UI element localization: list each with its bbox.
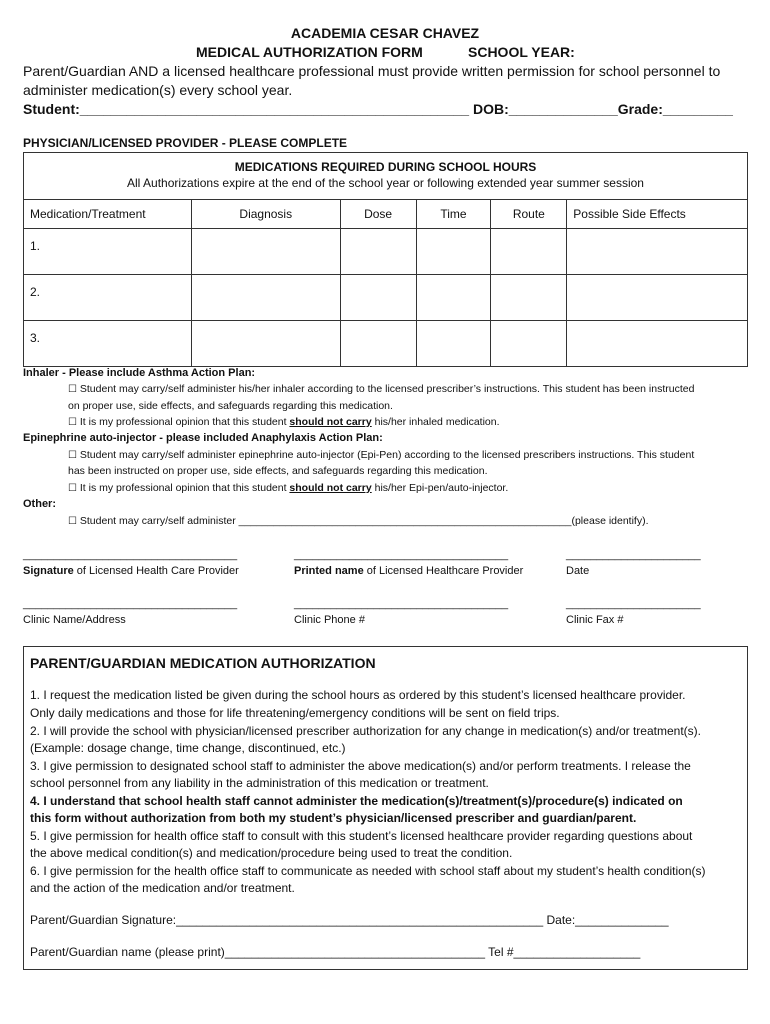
checkbox-icon[interactable]: ☐: [68, 384, 77, 395]
table-cell[interactable]: [567, 321, 748, 367]
column-header: Route: [491, 200, 567, 229]
provider-date-line[interactable]: ______________________: [566, 549, 701, 561]
checkbox-icon[interactable]: ☐: [68, 417, 77, 428]
column-header: Dose: [340, 200, 416, 229]
clinic-phone-line[interactable]: ___________________________________: [294, 598, 509, 610]
epinephrine-not-carry-pre: It is my professional opinion that this student: [79, 482, 290, 494]
table-cell[interactable]: [340, 275, 416, 321]
parent-statement: (Example: dosage change, time change, discontinued, etc.): [30, 741, 346, 755]
table-cell[interactable]: [191, 229, 340, 275]
table-row: [24, 275, 748, 321]
printed-name-line[interactable]: ___________________________________: [294, 549, 509, 561]
column-header: Possible Side Effects: [567, 200, 748, 229]
inhaler-not-carry-pre: It is my professional opinion that this student: [79, 416, 290, 428]
table-cell[interactable]: [567, 275, 748, 321]
table-cell[interactable]: [491, 275, 567, 321]
parent-statement: 2. I will provide the school with physician/licensed prescriber authorization for any change in medication(s) and/or treatment(s).: [30, 724, 701, 738]
epinephrine-option-carry[interactable]: [68, 449, 694, 461]
checkbox-icon[interactable]: ☐: [68, 483, 77, 494]
checkbox-icon[interactable]: ☐: [68, 450, 77, 461]
school-year-label: SCHOOL YEAR:: [468, 44, 575, 60]
printed-name-label: [294, 565, 523, 577]
checkbox-icon[interactable]: ☐: [68, 516, 77, 527]
table-cell[interactable]: [340, 229, 416, 275]
intro-line-2: administer medication(s) every school year.: [23, 82, 293, 98]
clinic-fax-line[interactable]: ______________________: [566, 598, 701, 610]
table-cell[interactable]: [491, 321, 567, 367]
medications-box-title: MEDICATIONS REQUIRED DURING SCHOOL HOURS: [234, 160, 537, 174]
signature-label-rest: of Licensed Health Care Provider: [73, 565, 239, 577]
table-header-row: [24, 200, 748, 229]
medications-table: [23, 199, 748, 367]
signature-label-bold: Signature: [23, 565, 74, 577]
epinephrine-not-carry-emphasis: should not carry: [289, 482, 372, 494]
inhaler-option-not-carry[interactable]: [68, 416, 500, 428]
inhaler-not-carry-emphasis: should not carry: [289, 416, 372, 428]
epinephrine-option-carry-text: Student may carry/self administer epinephrine auto-injector (Epi-Pen) according to the licensed prescribers instructions. This student: [79, 449, 695, 461]
parent-statement: school personnel from any liability in the administration of this medication or treatment.: [30, 776, 489, 790]
medications-box-subtitle: All Authorizations expire at the end of the school year or following extended year summer session: [127, 176, 644, 190]
clinic-name-label: Clinic Name/Address: [23, 614, 126, 626]
inhaler-heading: Inhaler - Please include Asthma Action Plan:: [23, 367, 256, 379]
epinephrine-heading: Epinephrine auto-injector - please included Anaphylaxis Action Plan:: [23, 432, 383, 444]
parent-name-line[interactable]: Parent/Guardian name (please print)_______________________________________ Tel #___________________: [30, 945, 641, 959]
table-cell[interactable]: [416, 229, 491, 275]
other-option-text: Student may carry/self administer _________________________________________________________(please identify).: [79, 515, 649, 527]
parent-statement: 1. I request the medication listed be given during the school hours as ordered by this student’s licensed healthcare provider.: [30, 688, 686, 702]
other-option[interactable]: [68, 515, 649, 527]
table-cell[interactable]: [340, 321, 416, 367]
parent-statement: 6. I give permission for the health office staff to communicate as needed with school staff about my student’s health condition(s): [30, 864, 706, 878]
clinic-phone-label: Clinic Phone #: [294, 614, 365, 626]
parent-section-title: PARENT/GUARDIAN MEDICATION AUTHORIZATION: [30, 655, 376, 671]
table-cell[interactable]: [491, 229, 567, 275]
table-cell[interactable]: [416, 275, 491, 321]
parent-statement: and the action of the medication and/or treatment.: [30, 881, 295, 895]
column-header: Time: [416, 200, 491, 229]
student-line[interactable]: Student:__________________________________________________ DOB:______________Grade:_________: [23, 101, 733, 117]
table-cell[interactable]: [416, 321, 491, 367]
inhaler-option-carry-cont: on proper use, side effects, and safeguards regarding this medication.: [68, 400, 393, 412]
row-number[interactable]: 1.: [24, 229, 192, 275]
epinephrine-option-carry-cont: has been instructed on proper use, side effects, and safeguards regarding this medication.: [68, 465, 488, 477]
provider-signature-line[interactable]: ___________________________________: [23, 549, 238, 561]
row-number[interactable]: 3.: [24, 321, 192, 367]
table-row: [24, 321, 748, 367]
parent-statement: 3. I give permission to designated school staff to administer the above medication(s) and/or perform treatments. I release the: [30, 759, 691, 773]
inhaler-not-carry-post: his/her inhaled medication.: [371, 416, 500, 428]
table-cell[interactable]: [567, 229, 748, 275]
column-header: Medication/Treatment: [24, 200, 192, 229]
provider-signature-label: [23, 565, 239, 577]
column-header: Diagnosis: [191, 200, 340, 229]
table-cell[interactable]: [191, 321, 340, 367]
printed-name-label-rest: of Licensed Healthcare Provider: [363, 565, 524, 577]
parent-statement-bold: 4. I understand that school health staff cannot administer the medication(s)/treatment(s)/procedure(s) indicated on: [30, 794, 683, 808]
parent-statement: Only daily medications and those for life threatening/emergency conditions will be sent on field trips.: [30, 706, 560, 720]
parent-statement: 5. I give permission for health office staff to consult with this student’s licensed healthcare provider regarding questions about: [30, 829, 693, 843]
parent-signature-line[interactable]: Parent/Guardian Signature:_______________________________________________________ Date:______________: [30, 913, 669, 927]
intro-line-1: Parent/Guardian AND a licensed healthcare professional must provide written permission for school personnel to: [23, 63, 721, 79]
parent-statement-bold: this form without authorization from both my student’s physician/licensed prescriber and guardian/parent.: [30, 811, 637, 825]
clinic-name-line[interactable]: ___________________________________: [23, 598, 238, 610]
form-title: MEDICAL AUTHORIZATION FORM: [196, 44, 423, 60]
table-cell[interactable]: [191, 275, 340, 321]
physician-section-title: PHYSICIAN/LICENSED PROVIDER - PLEASE COMPLETE: [23, 136, 348, 150]
printed-name-label-bold: Printed name: [294, 565, 364, 577]
epinephrine-option-not-carry[interactable]: [68, 482, 508, 494]
row-number[interactable]: 2.: [24, 275, 192, 321]
epinephrine-not-carry-post: his/her Epi-pen/auto-injector.: [371, 482, 509, 494]
school-name: ACADEMIA CESAR CHAVEZ: [290, 25, 480, 41]
clinic-fax-label: Clinic Fax #: [566, 614, 624, 626]
inhaler-option-carry-text: Student may carry/self administer his/her inhaler according to the licensed prescriber’s instructions. This student has been instructed: [79, 383, 695, 395]
parent-statement: the above medical condition(s) and medication/procedure being used to treat the condition.: [30, 846, 513, 860]
table-row: [24, 229, 748, 275]
provider-date-label: Date: [566, 565, 590, 577]
other-heading: Other:: [23, 498, 56, 510]
inhaler-option-carry[interactable]: [68, 383, 694, 395]
